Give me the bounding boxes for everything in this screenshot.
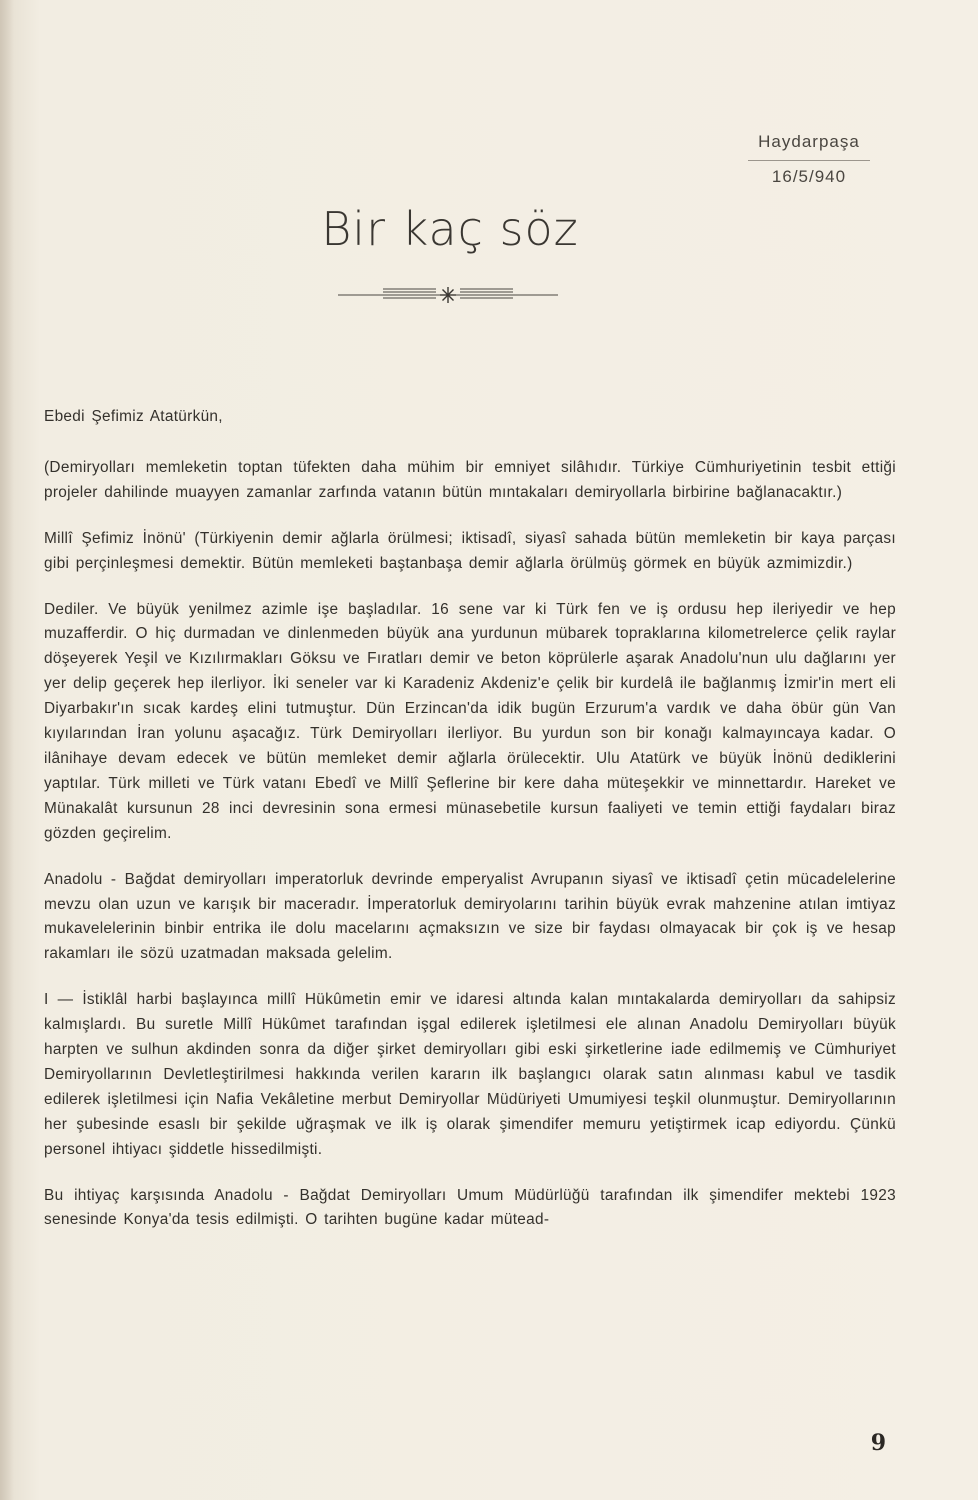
page-title: Bir kaç söz — [321, 202, 579, 256]
paragraph-ataturk-quote: (Demiryolları memleketin toptan tüfekten daha mühim bir emniyet silâhıdır. Türkiye Cümhuriyetinin tesbit ettiği projeler dahilinde muayyen zamanlar zarfında vatanın bütün mıntakaları demiryollarla birbirine bağlanacaktır.) — [44, 458, 896, 501]
date-label: 16/5/940 — [771, 167, 847, 186]
page-number: 9 — [870, 1430, 886, 1456]
paragraph-school: Bu ihtiyaç karşısında Anadolu - Bağdat Demiryolları Umum Müdürlüğü tarafından ilk şimendifer mektebi 1923 senesinde Konya'da tesis edilmişti. O tarihten bugüne kadar mütead- — [44, 1186, 896, 1229]
paragraph-history: Anadolu - Bağdat demiryolları imperatorluk devrinde emperyalist Avrupanın siyasî ve iktisadî çetin mücadelelerine mevzu olan uzun ve karışık bir maceradır. İmperatorluk demiryolarını tarihin büyük evrak mahzenine atılan imtiyaz mukavelelerinin binbir entrika ile dolu macelarını açmaksızın ve size bir faydası olmayacak bir çok iş ve hesap rakamları ile sözü uzatmadan maksada gelelim. — [44, 870, 896, 963]
article-body — [44, 405, 896, 1233]
paragraph-greeting: Ebedi Şefimiz Atatürkün, — [44, 408, 223, 425]
place-label: Haydarpaşa — [748, 132, 870, 161]
place-date-block — [748, 132, 870, 187]
paragraph-progress: Dediler. Ve büyük yenilmez azimle işe başladılar. 16 sene var ki Türk fen ve iş ordusu hep ileriyedir ve hep muzafferdir. O hiç durmadan ve dinlenmeden büyük ana yurdunun mübarek topraklarına kilometrelerce çelik raylar döşeyerek Yeşil ve Kızılırmakları Göksu ve Fıratları demir ve beton köprülerle aşarak Anadolu'nun ulu dağlarını yer yer delip geçerek hep ilerliyor. İki seneler var ki Karadeniz Akdeniz'e çelik bir kurdelâ ile bağlanmış İzmir'in mert eli Diyarbakır'ın sıcak kardeş elini tutmuştur. Dün Erzincan'da idik bugün Erzurum'a vardık ve daha öbür gün Van kıyılarından İran yolunu aşacağız. Türk Demiryolları ilerliyor. Bu yurdun son bir konağı kalmayıncaya kadar. O ilânihaye devam edecek ve bütün memleket demir ağlarla örülecektir. Ulu Atatürk ve büyük İnönü dediklerini yaptılar. Türk milleti ve Türk vatanı Ebedî ve Millî Şeflerine bir kere daha müteşekkir ve minnettardır. Hareket ve Münakalât kursunun 28 inci devresinin sona ermesi münasebetile kursun faaliyeti ve temin ettiği faydaları biraz gözden geçirelim. — [44, 600, 896, 842]
paragraph-inonu-quote: Millî Şefimiz İnönü' (Türkiyenin demir ağlarla örülmesi; iktisadî, siyasî sahada bütün memleketin bir kaya parçası gibi perçinleşmesi demektir. Bütün memleketi baştanbaşa demir ağlarla örülmüş görmek en büyük azmimizdir.) — [44, 529, 896, 572]
title-ornament-divider — [338, 284, 558, 306]
paragraph-section-one: I — İstiklâl harbi başlayınca millî Hükûmetin emir ve idaresi altında kalan mıntakalarda demiryolları da sahipsiz kalmışlardı. Bu suretle Millî Hükûmet tarafından işgal edilerek işletilmesi ele alınan Anadolu Demiryolları büyük harpten ve sulhun akdinden sonra da diğer şirket demiryolları gibi eski şirketlerine iade edilmemiş ve Cümhuriyet Demiryollarının Devletleştirilmesi hakkında verilen kararın ilk başlangıcı olarak satın alınması kabul ve tasdik edilerek işletilmesi için Nafia Vekâletine merbut Demiryollar Müdüriyeti Umumiyesi teşkil olunmuştur. Demiryollarının her şubesinde esaslı bir şekilde uğraşmak ve ilk iş olarak şimendifer memuru yetiştirmek icap ediyordu. Çünkü personel ihtiyacı şiddetle hissedilmişti. — [44, 991, 896, 1158]
